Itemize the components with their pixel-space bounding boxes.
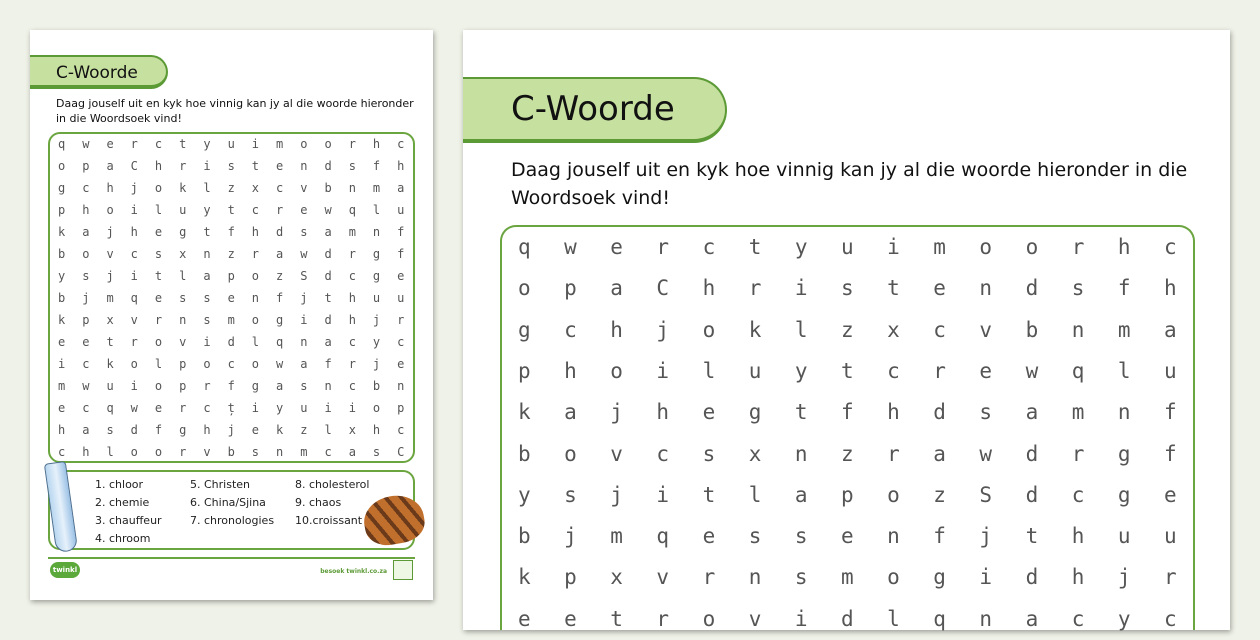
grid-row: ickolpocowafrje (58, 357, 422, 371)
grid-row: qwerctyuimoorhc (518, 235, 1211, 259)
instructions: Daag jouself uit en kyk hoe vinnig kan jy al die woorde hieronder in die Woordsoek vind! (56, 97, 414, 125)
grid-row: gchjoklzxcvbnma (58, 181, 422, 195)
word-list-item: 1. chloor (95, 478, 144, 491)
twinkl-logo: twinkl (50, 562, 80, 578)
word-list-item: 3. chauffeur (95, 514, 162, 527)
word-list-item: 7. chronologies (190, 514, 275, 527)
grid-row: opaChristendsfh (518, 276, 1211, 301)
quality-badge-icon (393, 560, 413, 580)
grid-row: bjmqessenfjthuu (58, 291, 422, 305)
grid-row: chloorvbsnmcasC (58, 445, 422, 459)
worksheet-title: C-Woorde (30, 55, 168, 89)
grid-row: kpxvrnsmogidhjr (518, 565, 1211, 590)
grid-row: ecqwercțiyuiiop (58, 401, 422, 415)
grid-row: hasdfghjekzlxhc (58, 423, 422, 437)
grid-row: eetrovidlqnacyc (518, 606, 1211, 631)
word-list-item: 10.croissant (295, 514, 363, 527)
grid-row: bovcsxnzrawdrgf (518, 441, 1211, 466)
footer-site: besoek twinkl.co.za (320, 568, 387, 575)
word-list-item: 2. chemie (95, 496, 150, 509)
grid-row: bjmqessenfjthuu (518, 524, 1211, 549)
grid-row: kajhegtfhdsamnf (518, 400, 1211, 425)
worksheet-zoomed (463, 30, 1230, 630)
grid-row: bovcsxnzrawdrgf (58, 247, 422, 261)
grid-row: gchjoklzxcvbnma (518, 317, 1211, 342)
footer-divider (48, 557, 415, 559)
word-list-item: 9. chaos (295, 496, 342, 509)
word-search-grid (48, 132, 422, 463)
grid-row: opaChristendsfh (58, 159, 422, 173)
grid-row: ysjitlapozSdcge (518, 482, 1211, 507)
word-search-grid (500, 225, 1211, 631)
grid-row: ysjitlapozSdcge (58, 269, 422, 283)
worksheet-title: C-Woorde (463, 77, 727, 143)
grid-row: mwuioprfgasncbn (58, 379, 422, 393)
grid-row: kajhegtfhdsamnf (58, 225, 422, 239)
grid-row: phoiluytcrewqlu (518, 358, 1211, 383)
word-list-item: 8. cholesterol (295, 478, 370, 491)
word-list-item: 4. chroom (95, 532, 151, 545)
word-list-item: 6. China/Sjina (190, 496, 266, 509)
grid-row: qwerctyuimoorhc (58, 137, 422, 151)
word-list (48, 470, 415, 550)
instructions: Daag jouself uit en kyk hoe vinnig kan jy al die woorde hieronder in die Woordsoek vind! (511, 159, 1188, 209)
worksheet-thumbnail (30, 30, 433, 600)
grid-row: kpxvrnsmogidhjr (58, 313, 422, 327)
grid-row: eetrovidlqnacyc (58, 335, 422, 349)
word-list-item: 5. Christen (190, 478, 251, 491)
grid-row: phoiluytcrewqlu (58, 203, 422, 217)
